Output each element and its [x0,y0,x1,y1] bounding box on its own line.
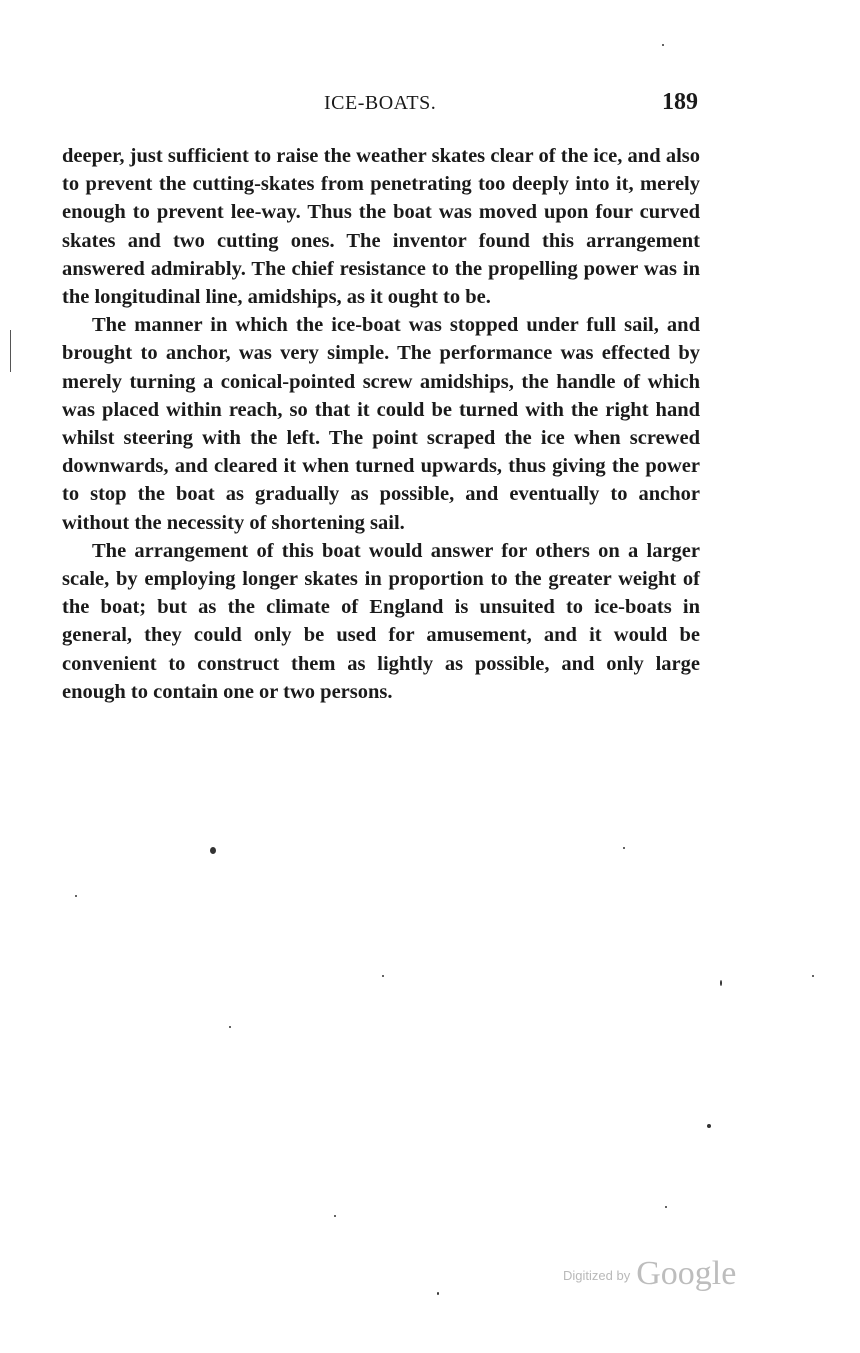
paragraph-continued: deeper, just sufficient to raise the weather skates clear of the ice, and also to prevent the cutting-skates from penetrating too deeply into it, merely enough to prevent lee-way. Thus the boat was moved upon four curved skates and two cutting ones. The inventor found this arrangement answered admirably. The chief resistance to the propelling power was in the longitudinal line, amidships, as it ought to be. [62,145,700,309]
scan-speck [707,1124,711,1128]
scan-speck [623,847,625,849]
scan-speck [812,975,814,977]
scan-speck [662,44,664,46]
scan-speck [75,895,77,897]
running-title: ICE-BOATS. [324,92,437,114]
page-number: 189 [662,89,698,115]
running-head [62,89,702,122]
margin-scan-mark [10,330,11,372]
paragraph-stopping: The manner in which the ice-boat was stopped under full sail, and brought to anchor, was very simple. The performance was effected by merely turning a conical-pointed screw amidships, the handle of which was placed within reach, so that it could be turned with the right hand whilst steering with the left. The point scraped the ice when screwed downwards, and cleared it when turned upwards, thus giving the power to stop the boat as gradually as possible, and eventually to anchor without the necessity of shortening sail. [62,314,700,534]
scan-speck [665,1206,667,1208]
scan-speck [720,980,722,986]
scan-speck [382,975,384,977]
scan-speck [210,847,216,854]
digitized-watermark [563,1255,736,1293]
body-text [62,142,700,706]
scan-speck [334,1215,336,1217]
scan-speck [229,1026,231,1028]
watermark-prefix: Digitized by [563,1268,631,1283]
google-logo: Google [636,1255,737,1292]
scan-speck [437,1292,439,1295]
paragraph-arrangement: The arrangement of this boat would answer for others on a larger scale, by employing longer skates in proportion to the greater weight of the boat; but as the climate of England is unsuited to ice-boats in general, they could only be used for amusement, and it would be convenient to construct them as lightly as possible, and only large enough to contain one or two persons. [62,539,700,703]
